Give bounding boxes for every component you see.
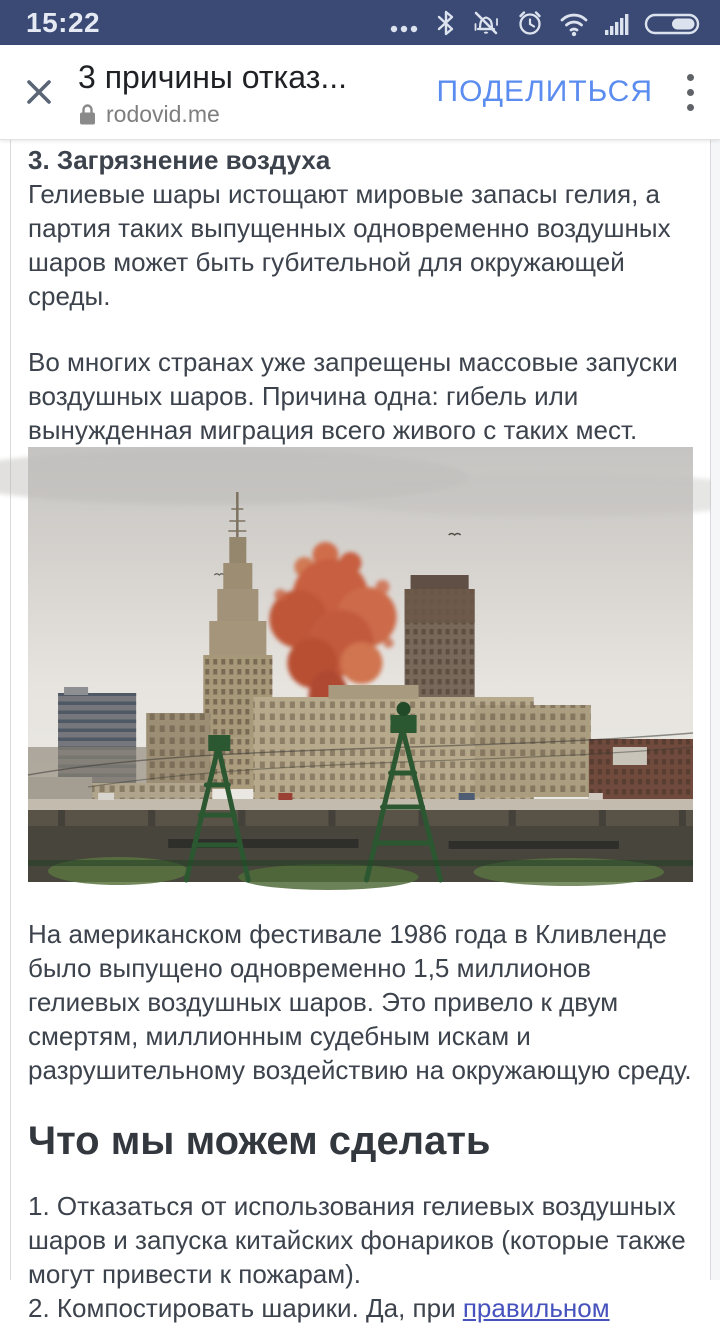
bluetooth-icon xyxy=(435,8,457,38)
browser-header xyxy=(0,45,720,140)
title-block xyxy=(78,57,429,128)
overflow-menu-icon xyxy=(687,74,694,81)
status-icons xyxy=(388,8,700,38)
overflow-menu-button[interactable] xyxy=(677,64,720,121)
article-heading: Что мы можем сделать xyxy=(28,1119,491,1163)
close-button[interactable] xyxy=(0,45,78,140)
status-bar xyxy=(0,0,720,45)
page-gutter xyxy=(711,140,720,1280)
overflow-dots-icon xyxy=(388,8,422,38)
wifi-icon xyxy=(558,8,590,38)
paragraph: На американском фестивале 1986 года в Кливленде было выпущено одновременно 1,5 миллионов гелиевых воздушных шаров. Это привело к двум смертям, миллионным судебным искам и разрушительному воздействию на окружающую среду. xyxy=(28,919,692,1085)
web-content[interactable] xyxy=(0,140,720,1323)
page-title: 3 причины отказ... xyxy=(78,58,348,95)
article-card xyxy=(10,140,711,1323)
paragraph: Во многих странах уже запрещены массовые запуски воздушных шаров. Причина одна: гибель или вынужденная миграция всего живого с таких мест. xyxy=(28,347,678,445)
clock: 15:22 xyxy=(26,6,101,38)
battery-icon xyxy=(644,8,700,38)
inline-link[interactable]: правильном xyxy=(462,1293,610,1323)
signal-strength-icon xyxy=(603,8,631,38)
alarm-clock-icon xyxy=(515,8,545,38)
mute-bell-icon xyxy=(470,8,502,38)
paragraph: Гелиевые шары истощают мировые запасы гелия, а партия таких выпущенных одновременно воздушных шаров может быть губительной для окружающей среды. xyxy=(28,179,671,311)
list-item: 2. Компостировать шарики. Да, при правильном xyxy=(28,1293,610,1323)
section-heading: 3. Загрязнение воздуха xyxy=(28,145,331,175)
list-item: 1. Отказаться от использования гелиевых воздушных шаров и запуска китайских фонариков (которые также могут привести к пожарам). xyxy=(28,1191,686,1289)
url-row xyxy=(78,101,429,128)
lock-icon xyxy=(78,103,97,126)
share-button[interactable]: ПОДЕЛИТЬСЯ xyxy=(429,75,678,109)
article-image xyxy=(28,447,693,882)
close-icon xyxy=(21,74,57,110)
site-url: rodovid.me xyxy=(106,100,220,127)
